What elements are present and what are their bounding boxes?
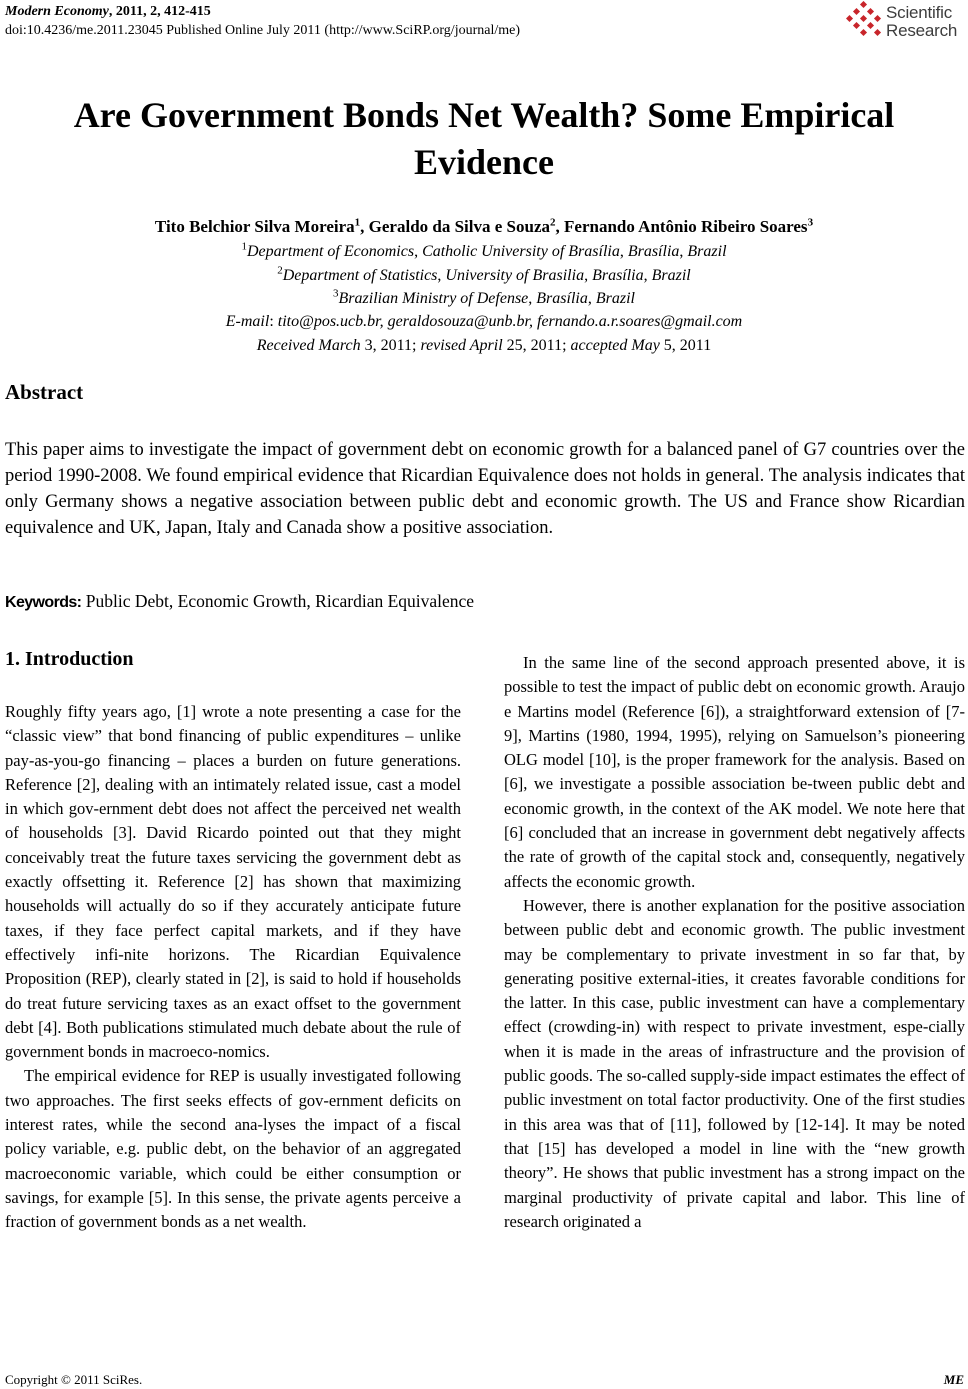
affiliation-1: $^1$Department of Economics, Catholic University of Brasília, Brasília, Brazil <box>241 240 727 260</box>
footer-journal-abbrev: ME <box>943 1372 964 1387</box>
paragraph: However, there is another explanation for the positive association between public debt and economic growth. The public investment may be complementary to private investment in so far that, by generating positive external-ities, it creates favorable conditions for the latter. In this case, public investment can have a complementary effect (crowding-in) with respect to private investment, espe-cially when it is made in the areas of infrastructure and the provision of public goods. The so-called supply-side impact estimates the effect of public investment on total factor productivity. One of the first studies in this area was that of [11], followed by [12-14]. It may be noted that [15] has developed a model in line with the “new growth theory”. He shows that public investment has a strong impact on the marginal productivity of private capital and labor. This line of research originated a <box>504 895 965 1231</box>
keywords <box>5 591 474 612</box>
email-line: E-mail: tito@pos.ucb.br, geraldosouza@unb.br, fernando.a.r.soares@gmail.com <box>225 313 743 330</box>
dates-line: Received March 3, 2011; revised April 25, 2011; accepted May 5, 2011 <box>256 337 712 354</box>
author-sup: 2 <box>550 216 556 229</box>
logo-text-line2: Research <box>886 21 958 40</box>
section-heading-introduction: 1. Introduction <box>5 648 134 670</box>
keywords-label: Keywords: <box>5 594 82 611</box>
running-header <box>5 2 520 40</box>
paragraph: The empirical evidence for REP is usually investigated following two approaches. The first seeks effects of gov-ernment deficits on interest rates, while the second ana-lyses the impact of a fiscal policy variable, e.g. public debt, on the behavior of an aggregated macroeconomic variable, which could be either consumption or savings, for example [5]. In this sense, the private agents perceive a fraction of government bonds as a net wealth. <box>5 1066 461 1232</box>
paragraph: Roughly fifty years ago, [1] wrote a note presenting a case for the “classic view” that bond financing of public expenditures – unlike pay-as-you-go financing – places a burden on future generations. Reference [2], dealing with an intimately related issue, cast a model in which gov-ernment debt does not affect the perceived net wealth of households [3]. David Ricardo pointed out that they might conceivably treat the future taxes servicing the government debt as exactly offsetting it. Reference [2] has shown that maximizing households will actually do so if they accurately anticipate future taxes, if they face perfect capital markets, and if they have effectively infi-nite horizons. The Ricardian Equivalence Proposition (REP), clearly stated in [2], is said to hold if households do treat future servicing taxes as an exact offset to the government debt [4]. Both publications stimulated much debate about the rule of government bonds in macroeco-nomics. <box>5 702 461 1062</box>
affiliation-3: $^3$Brazilian Ministry of Defense, Brasília, Brazil <box>333 287 635 307</box>
paragraph: In the same line of the second approach presented above, it is possible to test the impact of public debt on economic growth. Araujo e Martins model (Reference [6]), a straightforward extension of [7-9], Martins (1980, 1994, 1995), relying on Samuelson’s pioneering OLG model [10], is the proper framework for the analysis. Based on [6], we investigate a possible association be-tween public debt and economic growth, in the context of the AK model. We note here that [6] concluded that an increase in government debt negatively affects the rate of growth of the capital stock and, consequently, negatively affects the economic growth. <box>504 653 965 891</box>
author-list: Tito Belchior Silva Moreira$^1$, Geraldo da Silva e Souza$^2$, Fernando Antônio Ribeiro Soares$^3$ <box>154 216 814 236</box>
scientific-research-logo <box>846 1 966 45</box>
right-column <box>504 651 965 1234</box>
logo-text-line1: Scientific <box>886 3 953 22</box>
journal-citation: , 2011, 2, 412-415 <box>108 4 211 19</box>
left-column <box>5 700 461 1235</box>
author-name: Tito Belchior Silva Moreira <box>154 217 355 236</box>
author-sup: 1 <box>354 216 361 229</box>
author-name: Geraldo da Silva e Souza <box>368 217 551 236</box>
abstract-heading: Abstract <box>5 380 84 404</box>
email-addresses: tito@pos.ucb.br, geraldosouza@unb.br, fernando.a.r.soares@gmail.com <box>277 313 743 330</box>
affiliation-2: $^2$Department of Statistics, University of Brasilia, Brasília, Brazil <box>277 264 691 284</box>
logo-mark-icon <box>846 1 886 45</box>
doi-line: doi:10.4236/me.2011.23045 Published Online July 2011 (http://www.SciRP.org/journal/me) <box>5 23 521 38</box>
author-sup: 3 <box>807 216 814 229</box>
abstract-text: This paper aims to investigate the impact of government debt on economic growth for a balanced panel of G7 countries over the period 1990-2008. We found empirical evidence that Ricardian Equivalence does not holds in general. The analysis indicates that only Germany shows a negative association between public debt and economic growth. The US and France show Ricardian equivalence and UK, Japan, Italy and Canada show a positive association. <box>5 440 965 538</box>
author-name: Fernando Antônio Ribeiro Soares <box>564 217 808 236</box>
journal-name: Modern Economy <box>5 4 109 19</box>
paper-title: Are Government Bonds Net Wealth? Some Empirical Evidence <box>73 95 895 182</box>
footer-copyright: Copyright © 2011 SciRes. <box>5 1372 143 1387</box>
keywords-text: Public Debt, Economic Growth, Ricardian Equivalence <box>81 591 475 611</box>
